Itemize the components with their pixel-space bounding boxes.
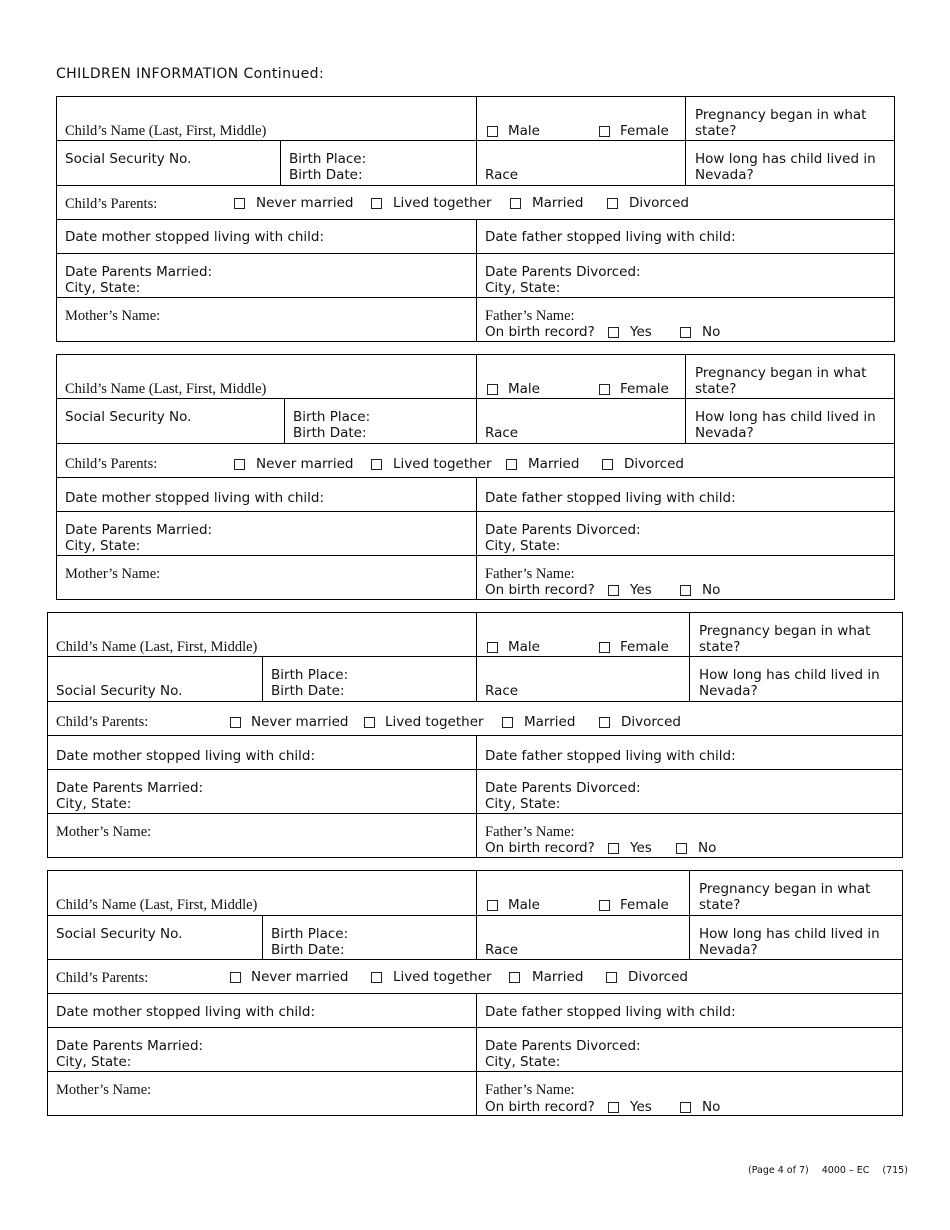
parents-label: Child’s Parents:	[56, 970, 149, 986]
lived-nevada-label-2: Nevada?	[699, 942, 758, 958]
ssn-row	[57, 399, 894, 444]
married-label: Married	[524, 714, 576, 730]
married-checkbox[interactable]	[509, 972, 520, 983]
never-married-checkbox[interactable]	[234, 459, 245, 470]
section-title: CHILDREN INFORMATION Continued:	[56, 66, 325, 82]
never-married-checkbox[interactable]	[234, 198, 245, 209]
never-married-label: Never married	[256, 195, 354, 211]
never-married-checkbox[interactable]	[230, 972, 241, 983]
father-name-label: Father’s Name:	[485, 566, 575, 582]
parent-names-row	[48, 1072, 902, 1116]
race-label: Race	[485, 425, 519, 441]
page-footer	[748, 1165, 918, 1176]
never-married-label: Never married	[251, 714, 349, 730]
pregnancy-label-2: state?	[699, 897, 741, 913]
married-label: Married	[532, 195, 584, 211]
lived-nevada-label-1: How long has child lived in	[699, 926, 880, 942]
parents-divorced-label: Date Parents Divorced:	[485, 522, 641, 538]
married-checkbox[interactable]	[510, 198, 521, 209]
on-birth-record-label: On birth record?	[485, 1099, 595, 1115]
divorced-city-state-label: City, State:	[485, 538, 561, 554]
married-city-state-label: City, State:	[65, 280, 141, 296]
father-name-label: Father’s Name:	[485, 308, 575, 324]
divorced-city-state-label: City, State:	[485, 796, 561, 812]
female-checkbox[interactable]	[599, 126, 610, 137]
parents-status-row	[48, 960, 902, 994]
child-name-row	[57, 97, 894, 141]
pregnancy-label-1: Pregnancy began in what	[699, 623, 871, 639]
child-name-row	[48, 613, 902, 657]
marriage-dates-row	[57, 512, 894, 556]
ssn-row	[57, 141, 894, 186]
divorced-checkbox[interactable]	[602, 459, 613, 470]
no-checkbox[interactable]	[680, 1102, 691, 1113]
no-checkbox[interactable]	[676, 843, 687, 854]
married-city-state-label: City, State:	[56, 1054, 132, 1070]
marriage-dates-row	[48, 770, 902, 814]
child-name-label: Child’s Name (Last, First, Middle)	[65, 123, 267, 139]
child-block-1	[56, 96, 895, 342]
pregnancy-label-1: Pregnancy began in what	[695, 365, 867, 381]
parents-status-row	[57, 444, 894, 478]
married-label: Married	[528, 456, 580, 472]
child-block-4	[47, 870, 903, 1116]
father-stopped-label: Date father stopped living with child:	[485, 229, 736, 245]
marriage-dates-row	[57, 254, 894, 298]
yes-label: Yes	[630, 1099, 652, 1115]
form-revision: (715)	[882, 1165, 908, 1176]
lived-nevada-label-1: How long has child lived in	[695, 151, 876, 167]
male-checkbox[interactable]	[487, 642, 498, 653]
ssn-label: Social Security No.	[65, 409, 192, 425]
yes-label: Yes	[630, 840, 652, 856]
race-label: Race	[485, 942, 519, 958]
parents-label: Child’s Parents:	[65, 456, 158, 472]
divorced-checkbox[interactable]	[606, 972, 617, 983]
stopped-living-row	[57, 478, 894, 512]
female-label: Female	[620, 639, 669, 655]
lived-nevada-label-1: How long has child lived in	[699, 667, 880, 683]
mother-name-label: Mother’s Name:	[56, 824, 152, 840]
mother-stopped-label: Date mother stopped living with child:	[56, 748, 316, 764]
parent-names-row	[57, 556, 894, 600]
lived-together-label: Lived together	[385, 714, 484, 730]
ssn-row	[48, 657, 902, 702]
ssn-label: Social Security No.	[56, 683, 183, 699]
lived-together-checkbox[interactable]	[371, 198, 382, 209]
birth-date-label: Birth Date:	[293, 425, 367, 441]
mother-stopped-label: Date mother stopped living with child:	[56, 1004, 316, 1020]
form-number: 4000 – EC	[821, 1165, 870, 1176]
child-name-label: Child’s Name (Last, First, Middle)	[56, 897, 258, 913]
parent-names-row	[48, 814, 902, 858]
child-block-2	[56, 354, 895, 600]
on-birth-record-label: On birth record?	[485, 582, 595, 598]
male-label: Male	[508, 123, 540, 139]
birth-place-label: Birth Place:	[293, 409, 371, 425]
stopped-living-row	[48, 994, 902, 1028]
stopped-living-row	[57, 220, 894, 254]
parents-label: Child’s Parents:	[65, 196, 158, 212]
lived-together-checkbox[interactable]	[371, 459, 382, 470]
parents-status-row	[48, 702, 902, 736]
pregnancy-label-1: Pregnancy began in what	[695, 107, 867, 123]
lived-nevada-label-2: Nevada?	[699, 683, 758, 699]
child-name-label: Child’s Name (Last, First, Middle)	[65, 381, 267, 397]
never-married-label: Never married	[251, 969, 349, 985]
female-label: Female	[620, 123, 669, 139]
birth-place-label: Birth Place:	[271, 667, 349, 683]
race-label: Race	[485, 683, 519, 699]
never-married-label: Never married	[256, 456, 354, 472]
pregnancy-label-2: state?	[699, 639, 741, 655]
male-label: Male	[508, 897, 540, 913]
divorced-city-state-label: City, State:	[485, 280, 561, 296]
parents-married-label: Date Parents Married:	[56, 780, 204, 796]
page-number: (Page 4 of 7)	[748, 1165, 809, 1176]
child-name-row	[57, 355, 894, 399]
yes-checkbox[interactable]	[608, 1102, 619, 1113]
male-label: Male	[508, 639, 540, 655]
divorced-checkbox[interactable]	[607, 198, 618, 209]
married-city-state-label: City, State:	[65, 538, 141, 554]
male-checkbox[interactable]	[487, 384, 498, 395]
lived-nevada-label-1: How long has child lived in	[695, 409, 876, 425]
parents-married-label: Date Parents Married:	[56, 1038, 204, 1054]
parent-names-row	[57, 298, 894, 342]
no-label: No	[702, 1099, 721, 1115]
yes-label: Yes	[630, 582, 652, 598]
child-name-row	[48, 871, 902, 916]
birth-date-label: Birth Date:	[271, 683, 345, 699]
divorced-label: Divorced	[628, 969, 688, 985]
female-checkbox[interactable]	[599, 900, 610, 911]
parents-divorced-label: Date Parents Divorced:	[485, 264, 641, 280]
never-married-checkbox[interactable]	[230, 717, 241, 728]
lived-together-checkbox[interactable]	[371, 972, 382, 983]
divorced-checkbox[interactable]	[599, 717, 610, 728]
ssn-row	[48, 916, 902, 960]
no-checkbox[interactable]	[680, 585, 691, 596]
male-checkbox[interactable]	[487, 126, 498, 137]
father-name-label: Father’s Name:	[485, 1082, 575, 1098]
ssn-label: Social Security No.	[56, 926, 183, 942]
mother-name-label: Mother’s Name:	[65, 566, 161, 582]
child-block-3	[47, 612, 903, 858]
married-label: Married	[532, 969, 584, 985]
male-label: Male	[508, 381, 540, 397]
married-city-state-label: City, State:	[56, 796, 132, 812]
yes-label: Yes	[630, 324, 652, 340]
no-checkbox[interactable]	[680, 327, 691, 338]
mother-name-label: Mother’s Name:	[56, 1082, 152, 1098]
parents-status-row	[57, 186, 894, 220]
yes-checkbox[interactable]	[608, 843, 619, 854]
child-name-label: Child’s Name (Last, First, Middle)	[56, 639, 258, 655]
divorced-city-state-label: City, State:	[485, 1054, 561, 1070]
pregnancy-label-1: Pregnancy began in what	[699, 881, 871, 897]
father-stopped-label: Date father stopped living with child:	[485, 490, 736, 506]
female-checkbox[interactable]	[599, 384, 610, 395]
male-checkbox[interactable]	[487, 900, 498, 911]
birth-place-label: Birth Place:	[289, 151, 367, 167]
lived-together-label: Lived together	[393, 195, 492, 211]
stopped-living-row	[48, 736, 902, 770]
female-checkbox[interactable]	[599, 642, 610, 653]
married-checkbox[interactable]	[506, 459, 517, 470]
divorced-label: Divorced	[629, 195, 689, 211]
birth-date-label: Birth Date:	[271, 942, 345, 958]
parents-divorced-label: Date Parents Divorced:	[485, 780, 641, 796]
yes-checkbox[interactable]	[608, 327, 619, 338]
no-label: No	[702, 582, 721, 598]
father-stopped-label: Date father stopped living with child:	[485, 748, 736, 764]
lived-together-label: Lived together	[393, 456, 492, 472]
race-label: Race	[485, 167, 519, 183]
on-birth-record-label: On birth record?	[485, 840, 595, 856]
parents-label: Child’s Parents:	[56, 714, 149, 730]
mother-name-label: Mother’s Name:	[65, 308, 161, 324]
on-birth-record-label: On birth record?	[485, 324, 595, 340]
no-label: No	[698, 840, 717, 856]
pregnancy-label-2: state?	[695, 123, 737, 139]
marriage-dates-row	[48, 1028, 902, 1072]
birth-date-label: Birth Date:	[289, 167, 363, 183]
ssn-label: Social Security No.	[65, 151, 192, 167]
mother-stopped-label: Date mother stopped living with child:	[65, 229, 325, 245]
father-stopped-label: Date father stopped living with child:	[485, 1004, 736, 1020]
no-label: No	[702, 324, 721, 340]
birth-place-label: Birth Place:	[271, 926, 349, 942]
lived-nevada-label-2: Nevada?	[695, 425, 754, 441]
parents-divorced-label: Date Parents Divorced:	[485, 1038, 641, 1054]
parents-married-label: Date Parents Married:	[65, 522, 213, 538]
lived-together-checkbox[interactable]	[364, 717, 375, 728]
divorced-label: Divorced	[624, 456, 684, 472]
father-name-label: Father’s Name:	[485, 824, 575, 840]
married-checkbox[interactable]	[502, 717, 513, 728]
yes-checkbox[interactable]	[608, 585, 619, 596]
female-label: Female	[620, 381, 669, 397]
divorced-label: Divorced	[621, 714, 681, 730]
lived-together-label: Lived together	[393, 969, 492, 985]
lived-nevada-label-2: Nevada?	[695, 167, 754, 183]
female-label: Female	[620, 897, 669, 913]
parents-married-label: Date Parents Married:	[65, 264, 213, 280]
pregnancy-label-2: state?	[695, 381, 737, 397]
mother-stopped-label: Date mother stopped living with child:	[65, 490, 325, 506]
